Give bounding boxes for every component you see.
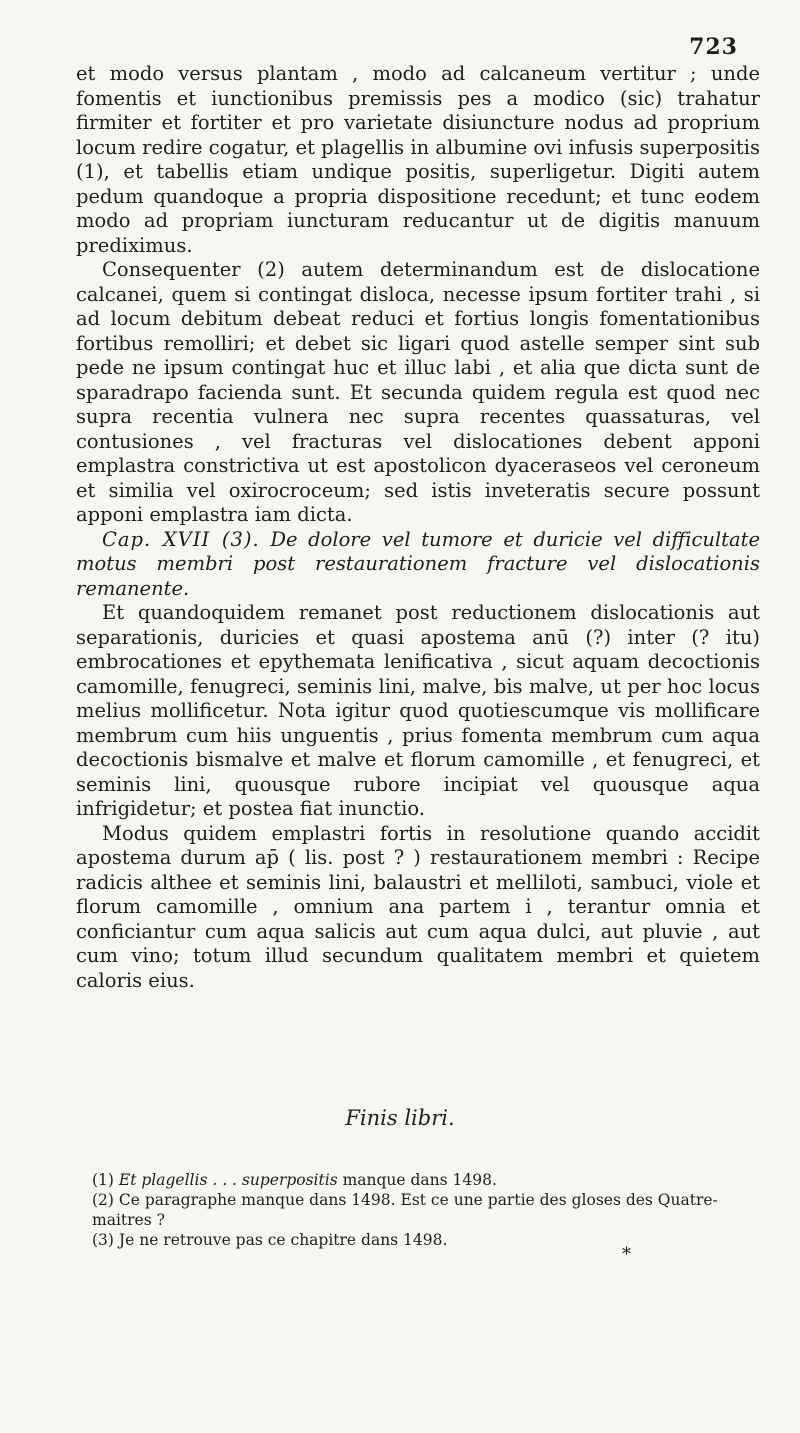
asterisk-mark: * xyxy=(622,1244,631,1265)
footnote-mark: (3) xyxy=(92,1231,114,1249)
footnote-text: Je ne retrouve pas ce chapitre dans 1498. xyxy=(113,1231,448,1249)
footnotes xyxy=(92,1170,760,1250)
main-text xyxy=(76,62,760,993)
chapter-title: De dolore vel tumore et duricie vel difficultate motus membri post restaurationem fracture vel dislocationis remanente. xyxy=(76,527,760,600)
chapter-label: Cap. XVII (3). xyxy=(102,527,260,551)
footnote-2 xyxy=(92,1190,760,1230)
footnote-1 xyxy=(92,1170,760,1190)
footnote-mark: (2) xyxy=(92,1191,114,1209)
footnote-text: Ce paragraphe manque dans 1498. Est ce une partie des gloses des Quatre-maitres ? xyxy=(92,1191,718,1229)
paragraph-3: Et quandoquidem remanet post reductionem dislocationis aut separationis, duricies et quasi apostema anū (?) inter (? itu) embrocationes et epythemata lenificativa , sicut aquam decoctionis camomille, fenugreci, seminis lini, malve, bis malve, ut per hoc locus melius mollificetur. Nota igitur quod quotiescumque vis mollificare membrum cum hiis unguentis , prius fomenta membrum cum aqua decoctionis bismalve et malve et florum camomille , et fenugreci, et seminis lini, quousque rubore incipiat vel quousque aqua infrigidetur; et postea fiat inunctio. xyxy=(76,601,760,820)
footnote-text: manque dans 1498. xyxy=(337,1171,497,1189)
footnote-italic: Et plagellis . . . superpositis xyxy=(118,1171,338,1189)
paragraph-2: Consequenter (2) autem determinandum est de dislocatione calcanei, quem si contingat disloca, necesse ipsum fortiter trahi , si ad locum debitum debeat reduci et fortius longis fomentationibus fortibus remolliri; et debet sic ligari quod astelle semper sint sub pede ne ipsum contingat huc et illuc labi , et alia que dicta sunt de sparadrapo facienda sunt. Et secunda quidem regula est quod nec supra recentia vulnera nec supra recentes quassaturas, vel contusiones , vel fracturas vel dislocationes debent apponi emplastra constrictiva ut est apostolicon dyaceraseos vel ceroneum et similia vel oxirocroceum; sed istis inveteratis secure possunt apponi emplastra iam dicta. xyxy=(76,258,760,526)
paragraph-1: et modo versus plantam , modo ad calcaneum vertitur ; unde fomentis et iunctionibus premissis pes a modico (sic) trahatur firmiter et fortiter et pro varietate disiuncture nodus ad proprium locum redire cogatur, et plagellis in albumine ovi infusis superpositis (1), et tabellis etiam undique positis, superligetur. Digiti autem pedum quandoque a propria dispositione recedunt; et tunc eodem modo ad propriam iuncturam reducantur ut de digitis manuum prediximus. xyxy=(76,62,760,257)
page-number: 723 xyxy=(689,34,738,60)
footnote-mark: (1) xyxy=(92,1171,114,1189)
finis-libri: Finis libri. xyxy=(345,1106,455,1130)
chapter-heading xyxy=(76,528,760,602)
paragraph-4: Modus quidem emplastri fortis in resolutione quando accidit apostema durum ap̄ ( lis. post ? ) restaurationem membri : Recipe radicis althee et seminis lini, balaustri et melliloti, sambuci, viole et florum camomille , omnium ana partem i , terantur omnia et conficiantur cum aqua salicis aut cum aqua dulci, aut pluvie , aut cum vino; totum illud secundum qualitatem membri et quietem caloris eius. xyxy=(76,821,760,992)
footnote-3 xyxy=(92,1230,760,1250)
